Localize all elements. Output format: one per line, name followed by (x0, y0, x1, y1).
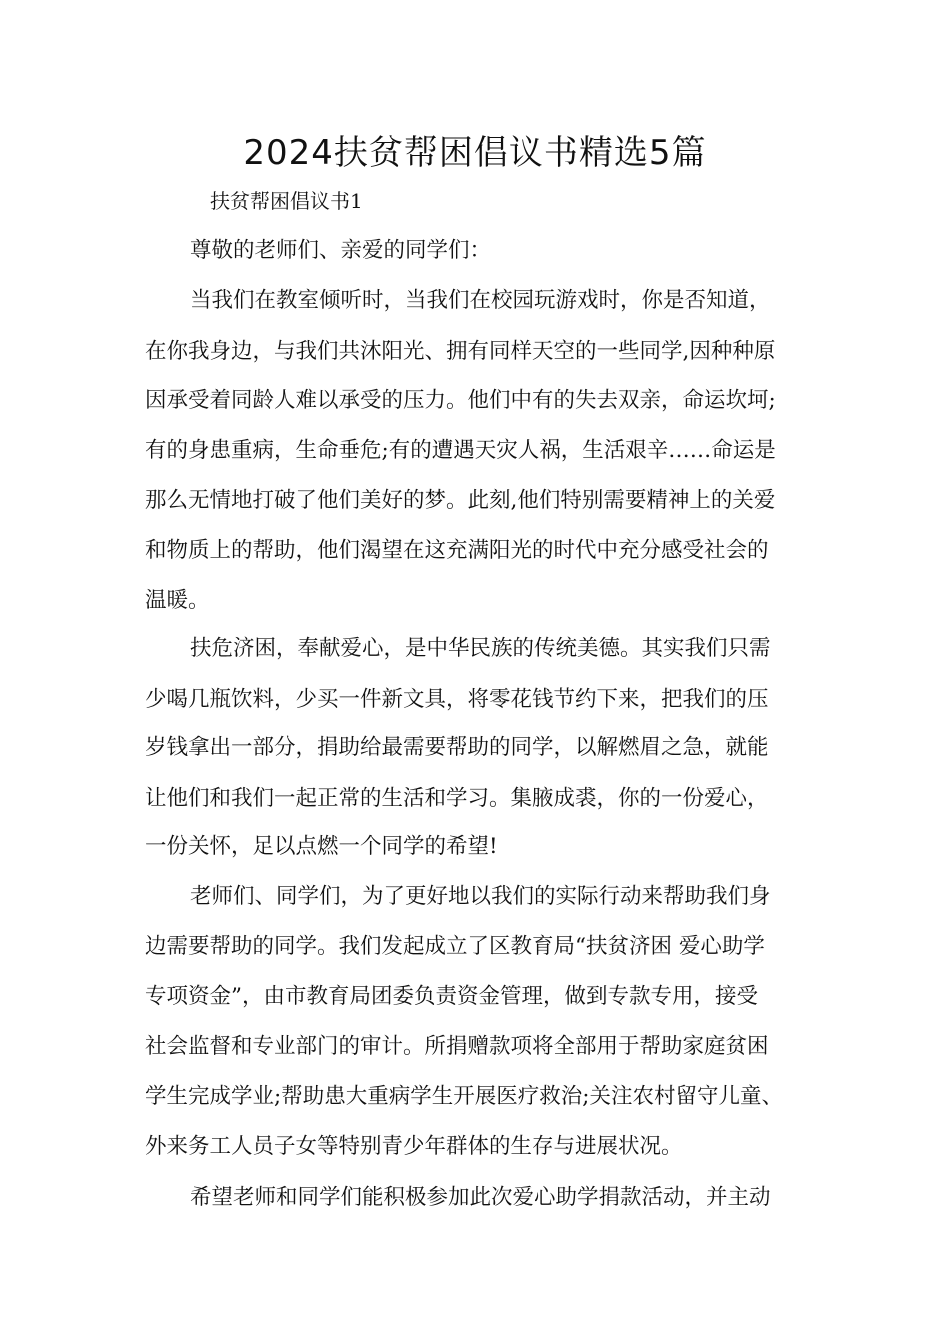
section-subtitle: 扶贫帮困倡议书1 (210, 189, 363, 213)
paragraph-1-line-4: 有的身患重病，生命垂危;有的遭遇天灾人祸，生活艰辛……命运是 (145, 438, 776, 463)
paragraph-1-line-3: 因承受着同龄人难以承受的压力。他们中有的失去双亲，命运坎坷; (145, 388, 776, 413)
paragraph-2-line-4: 让他们和我们一起正常的生活和学习。集腋成裘，你的一份爱心， (145, 786, 769, 811)
paragraph-4-line-1: 希望老师和同学们能积极参加此次爱心助学捐款活动，并主动 (190, 1185, 771, 1210)
paragraph-3-line-4: 社会监督和专业部门的审计。所捐赠款项将全部用于帮助家庭贫困 (145, 1034, 769, 1059)
salutation: 尊敬的老师们、亲爱的同学们： (190, 238, 492, 263)
paragraph-1-line-2: 在你我身边，与我们共沐阳光、拥有同样天空的一些同学,因种种原 (145, 339, 776, 364)
paragraph-3-line-1: 老师们、同学们，为了更好地以我们的实际行动来帮助我们身 (190, 884, 771, 909)
paragraph-3-line-5: 学生完成学业;帮助患大重病学生开展医疗救治;关注农村留守儿童、 (145, 1084, 783, 1109)
paragraph-1-line-5: 那么无情地打破了他们美好的梦。此刻,他们特别需要精神上的关爱 (145, 488, 776, 513)
paragraph-1-line-7: 温暖。 (145, 588, 210, 613)
document-title: 2024扶贫帮困倡议书精选5篇 (243, 133, 707, 173)
paragraph-2-line-5: 一份关怀，足以点燃一个同学的希望! (145, 834, 498, 859)
paragraph-3-line-6: 外来务工人员子女等特别青少年群体的生存与进展状况。 (145, 1134, 683, 1159)
paragraph-2-line-2: 少喝几瓶饮料，少买一件新文具，将零花钱节约下来，把我们的压 (145, 687, 769, 712)
paragraph-1-line-6: 和物质上的帮助，他们渴望在这充满阳光的时代中充分感受社会的 (145, 538, 769, 563)
paragraph-3-line-2: 边需要帮助的同学。我们发起成立了区教育局“扶贫济困 爱心助学 (145, 934, 765, 959)
paragraph-2-line-1: 扶危济困，奉献爱心，是中华民族的传统美德。其实我们只需 (190, 636, 771, 661)
paragraph-1-line-1: 当我们在教室倾听时，当我们在校园玩游戏时，你是否知道， (190, 288, 771, 313)
paragraph-3-line-3: 专项资金”，由市教育局团委负责资金管理，做到专款专用，接受 (145, 984, 758, 1009)
paragraph-2-line-3: 岁钱拿出一部分，捐助给最需要帮助的同学，以解燃眉之急，就能 (145, 735, 769, 760)
